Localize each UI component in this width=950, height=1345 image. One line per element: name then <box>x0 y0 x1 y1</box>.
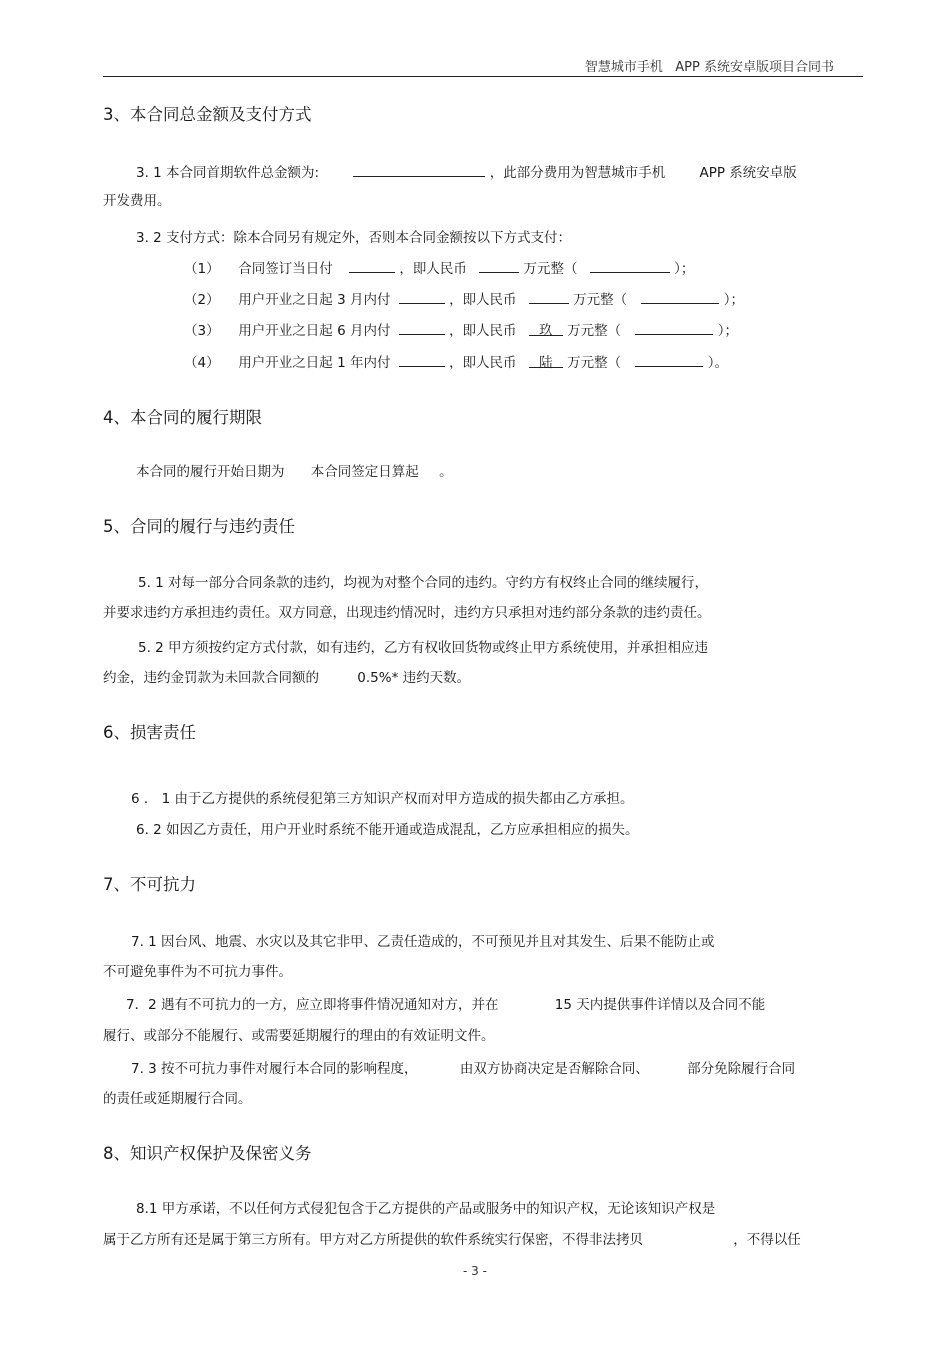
clause-5-1-line1: 5. 1 对每一部分合同条款的违约，均视为对整个合同的违约。守约方有权终止合同的继续履行， <box>138 575 709 591</box>
clause-7-2-days: 15 天内提供事件详情以及合同不能 <box>554 997 766 1013</box>
clause-7-2-line2: 履行、或部分不能履行、或需要延期履行的理由的有效证明文件。 <box>103 1028 495 1044</box>
clause-7-3-text-b: 由双方协商决定是否解除合同、 <box>459 1061 649 1077</box>
payment-blank <box>399 318 445 335</box>
payment-blank <box>349 256 395 273</box>
payment-item-mid: ，即人民币 <box>449 292 517 308</box>
payment-item-num: （2） <box>184 292 220 308</box>
clause-4-label: 本合同的履行开始日期为 <box>136 464 285 480</box>
payment-amount-words-blank <box>635 350 703 367</box>
penalty-rate: 0.5%* 违约天数。 <box>357 670 471 686</box>
payment-item-end: ）。 <box>707 355 728 371</box>
payment-amount: 玖 <box>529 319 563 336</box>
section-7-heading: 7、不可抗力 <box>103 875 196 894</box>
header-rule <box>103 76 863 77</box>
clause-5-1-line2: 并要求违约方承担违约责任。双方同意，出现违约情况时，违约方只承担对违约部分条款的违约责任。 <box>103 605 711 621</box>
payment-item-num: （3） <box>184 323 220 339</box>
payment-item-end: ）； <box>674 261 695 277</box>
clause-7-2-line1 <box>126 993 765 1013</box>
payment-amount-words-blank <box>641 287 719 304</box>
payment-item-unit: 万元整（ <box>523 261 578 277</box>
clause-8-1-line1: 8.1 甲方承诺，不以任何方式侵犯包含于乙方提供的产品或服务中的知识产权，无论该知识产权是 <box>136 1201 716 1217</box>
clause-7-3-line1 <box>131 1057 795 1077</box>
section-6-heading: 6、损害责任 <box>103 723 196 742</box>
clause-7-1-line2: 不可避免事件为不可抗力事件。 <box>103 964 292 980</box>
payment-item-unit: 万元整（ <box>567 355 622 371</box>
payment-amount: 陆 <box>529 351 563 368</box>
clause-3-1-app: APP 系统安卓版 <box>699 165 797 181</box>
payment-item-text: 用户开业之日起 1 年内付 <box>238 355 391 371</box>
clause-4-start-date: 本合同签定日算起 <box>310 464 419 480</box>
payment-item-end: ）； <box>723 292 744 308</box>
clause-5-2-text: 约金，违约金罚款为未回款合同额的 <box>103 670 319 686</box>
payment-amount <box>479 256 519 273</box>
payment-blank <box>399 287 445 304</box>
section-3-heading: 3、本合同总金额及支付方式 <box>103 105 312 124</box>
clause-8-1-text-a: 属于乙方所有还是属于第三方所有。甲方对乙方所提供的软件系统实行保密，不得非法拷贝 <box>103 1232 643 1248</box>
payment-blank <box>399 350 445 367</box>
payment-item-num: （1） <box>184 261 220 277</box>
payment-amount-words-blank <box>590 256 670 273</box>
payment-item-mid: ，即人民币 <box>449 355 517 371</box>
payment-item-text: 用户开业之日起 6 月内付 <box>238 323 391 339</box>
clause-4-end: 。 <box>439 464 453 480</box>
section-8-heading: 8、知识产权保护及保密义务 <box>103 1144 312 1163</box>
clause-8-1-text-b: ，不得以任 <box>733 1232 801 1248</box>
clause-6-2: 6. 2 如因乙方责任，用户开业时系统不能开通或造成混乱，乙方应承担相应的损失。 <box>136 822 639 838</box>
section-5-heading: 5、合同的履行与违约责任 <box>103 517 295 536</box>
clause-3-1-label: 3. 1 本合同首期软件总金额为: <box>136 165 320 181</box>
section-4-heading: 4、本合同的履行期限 <box>103 408 262 427</box>
payment-item <box>184 287 744 308</box>
payment-item-unit: 万元整（ <box>567 323 622 339</box>
payment-item-mid: ，即人民币 <box>449 323 517 339</box>
clause-4-text <box>136 460 453 480</box>
clause-7-3-text-a: 7. 3 按不可抗力事件对履行本合同的影响程度， <box>131 1061 418 1077</box>
clause-7-3-text-c: 部分免除履行合同 <box>687 1061 796 1077</box>
payment-item-unit: 万元整（ <box>573 292 628 308</box>
payment-item-num: （4） <box>184 355 220 371</box>
payment-item-text: 用户开业之日起 3 月内付 <box>238 292 391 308</box>
clause-3-1-line2: 开发费用。 <box>103 193 171 209</box>
payment-item-text: 合同签订当日付 <box>238 261 333 277</box>
clause-3-2: 3. 2 支付方式：除本合同另有规定外，否则本合同金额按以下方式支付： <box>136 230 572 246</box>
clause-3-1-text: ，此部分费用为智慧城市手机 <box>489 165 666 181</box>
payment-item <box>184 318 738 339</box>
payment-amount <box>529 287 569 304</box>
payment-item <box>184 256 694 277</box>
clause-8-1-line2 <box>103 1228 801 1248</box>
clause-6-1: 6 ． 1 由于乙方提供的系统侵犯第三方知识产权而对甲方造成的损失都由乙方承担。 <box>131 791 634 807</box>
payment-amount-words-blank <box>635 318 713 335</box>
clause-3-1-line1 <box>136 160 797 181</box>
clause-7-2-text: 7．2 遇有不可抗力的一方，应立即将事件情况通知对方，并在 <box>126 997 499 1013</box>
clause-5-2-line2 <box>103 666 470 686</box>
payment-item <box>184 350 728 371</box>
clause-7-1-line1: 7. 1 因台风、地震、水灾以及其它非甲、乙责任造成的，不可预见并且对其发生、后果不能防止或 <box>131 934 715 950</box>
page-number: - 3 - <box>463 1264 487 1278</box>
total-amount-blank <box>353 160 485 177</box>
payment-item-mid: ，即人民币 <box>399 261 467 277</box>
clause-5-2-line1: 5. 2 甲方须按约定方式付款，如有违约，乙方有权收回货物或终止甲方系统使用，并承担相应违 <box>138 640 709 656</box>
clause-7-3-line2: 的责任或延期履行合同。 <box>103 1091 252 1107</box>
running-header: 智慧城市手机 APP 系统安卓版项目合同书 <box>584 60 834 75</box>
payment-item-end: ）； <box>717 323 738 339</box>
